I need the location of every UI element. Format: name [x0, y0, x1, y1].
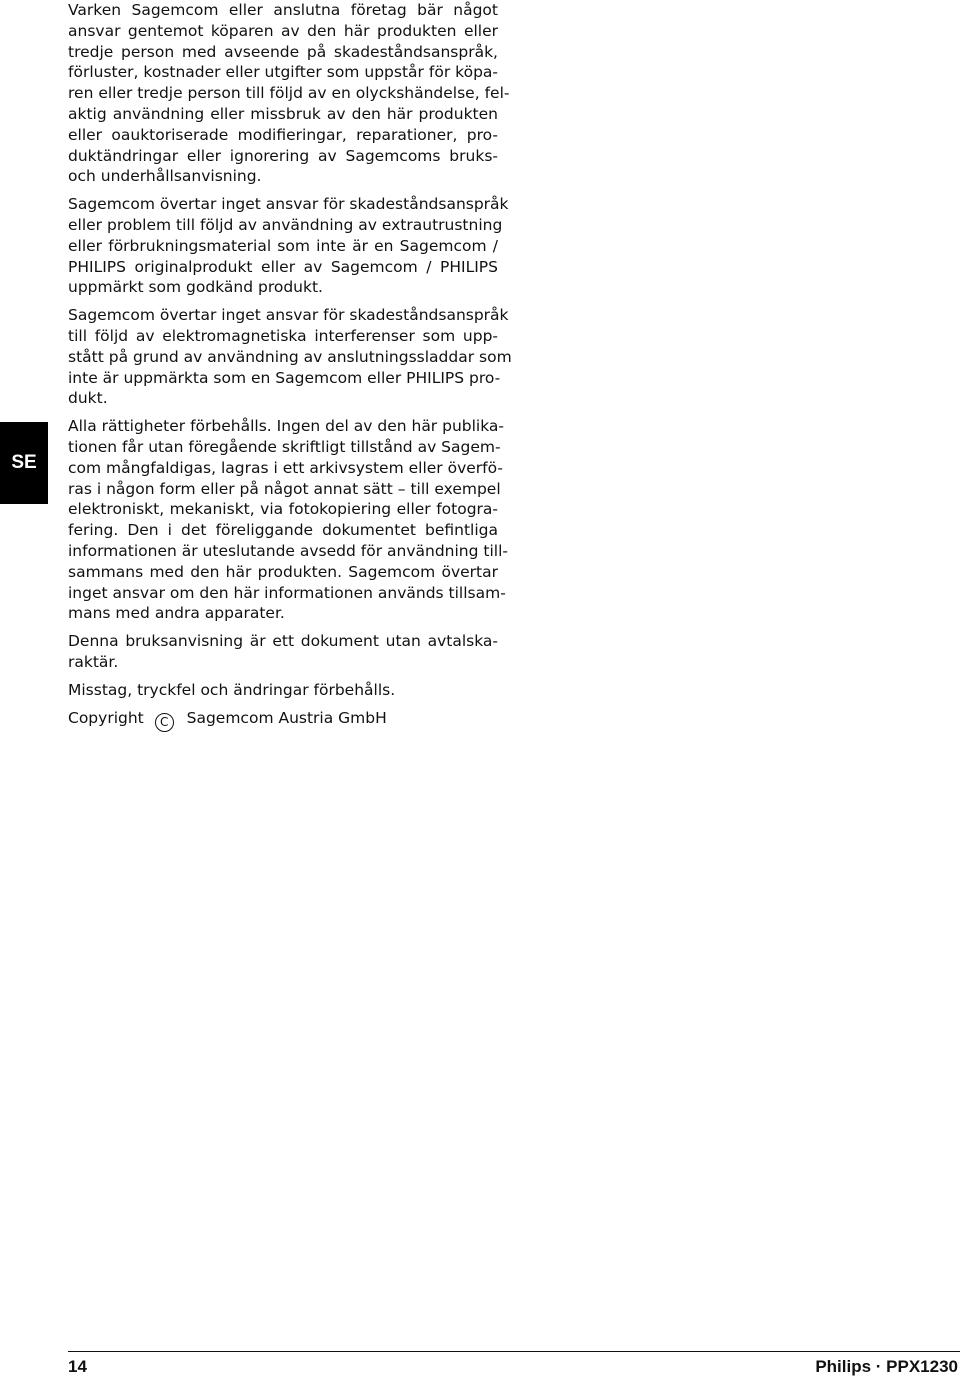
- text-line: fering. Den i det föreliggande dokumentet befintliga: [68, 521, 498, 540]
- text-line: Varken Sagemcom eller anslutna företag bär något: [68, 1, 498, 19]
- paragraph-manual-nature: [68, 631, 498, 673]
- copyright-line: [68, 708, 498, 732]
- text-line: uppmärkt som godkänd produkt.: [68, 278, 323, 297]
- text-line: eller problem till följd av användning av extrautrustning: [68, 215, 503, 234]
- paragraph-rights: [68, 416, 508, 624]
- text-line: stått på grund av användning av anslutningssladdar som: [68, 347, 512, 366]
- text-line: Denna bruksanvisning är ett dokument utan avtalska-: [68, 632, 498, 651]
- paragraph-interference: [68, 305, 512, 409]
- text-line: com mångfaldigas, lagras i ett arkivsystem eller överfö-: [68, 458, 503, 477]
- text-line: duktändringar eller ignorering av Sagemcoms bruks-: [68, 146, 498, 165]
- text-line: till följd av elektromagnetiska interferenser som upp-: [68, 326, 498, 345]
- text-line: Sagemcom övertar inget ansvar för skadeståndsanspråk: [68, 195, 509, 214]
- text-line: eller oauktoriserade modifieringar, reparationer, pro-: [68, 125, 498, 144]
- copyright-holder: Sagemcom Austria GmbH: [186, 708, 387, 727]
- footer-product-label: Philips · PPX1230: [815, 1357, 958, 1376]
- text-line: Alla rättigheter förbehålls. Ingen del av den här publika-: [68, 417, 505, 436]
- text-line: tredje person med avseende på skadeståndsanspråk,: [68, 42, 498, 61]
- text-line: sammans med den här produkten. Sagemcom övertar: [68, 562, 498, 581]
- text-line: förluster, kostnader eller utgifter som uppstår för köpa-: [68, 63, 498, 82]
- text-line: informationen är uteslutande avsedd för användning till-: [68, 541, 508, 560]
- language-tab: [0, 422, 48, 504]
- text-line: aktig användning eller missbruk av den här produkten: [68, 104, 498, 123]
- document-body: [68, 0, 512, 732]
- copyright-icon: C: [155, 713, 174, 732]
- page-footer: [68, 1351, 960, 1380]
- text-line: Sagemcom övertar inget ansvar för skadeståndsanspråk: [68, 306, 509, 325]
- text-line: mans med andra apparater.: [68, 604, 285, 623]
- paragraph-accessories: [68, 194, 509, 298]
- copyright-label: Copyright: [68, 708, 144, 727]
- text-line: ansvar gentemot köparen av den här produkten eller: [68, 21, 498, 40]
- text-line: elektroniskt, mekaniskt, via fotokopiering eller fotogra-: [68, 500, 498, 519]
- text-line: Misstag, tryckfel och ändringar förbehålls.: [68, 680, 396, 699]
- page-number: 14: [68, 1357, 87, 1376]
- text-line: dukt.: [68, 389, 108, 408]
- text-line: ren eller tredje person till följd av en olyckshändelse, fel-: [68, 84, 510, 103]
- text-line: raktär.: [68, 652, 119, 671]
- text-line: PHILIPS originalprodukt eller av Sagemcom / PHILIPS: [68, 257, 498, 276]
- text-line: tionen får utan föregående skriftligt tillstånd av Sagem-: [68, 437, 501, 456]
- paragraph-errors: [68, 680, 498, 701]
- text-line: och underhållsanvisning.: [68, 167, 262, 186]
- text-line: inget ansvar om den här informationen används tillsam-: [68, 583, 506, 602]
- text-line: inte är uppmärkta som en Sagemcom eller PHILIPS pro-: [68, 368, 501, 387]
- text-line: ras i någon form eller på något annat sätt – till exempel: [68, 479, 501, 498]
- language-tab-label: SE: [11, 452, 37, 473]
- paragraph-liability: [68, 0, 510, 187]
- text-line: eller förbrukningsmaterial som inte är en Sagemcom /: [68, 236, 498, 255]
